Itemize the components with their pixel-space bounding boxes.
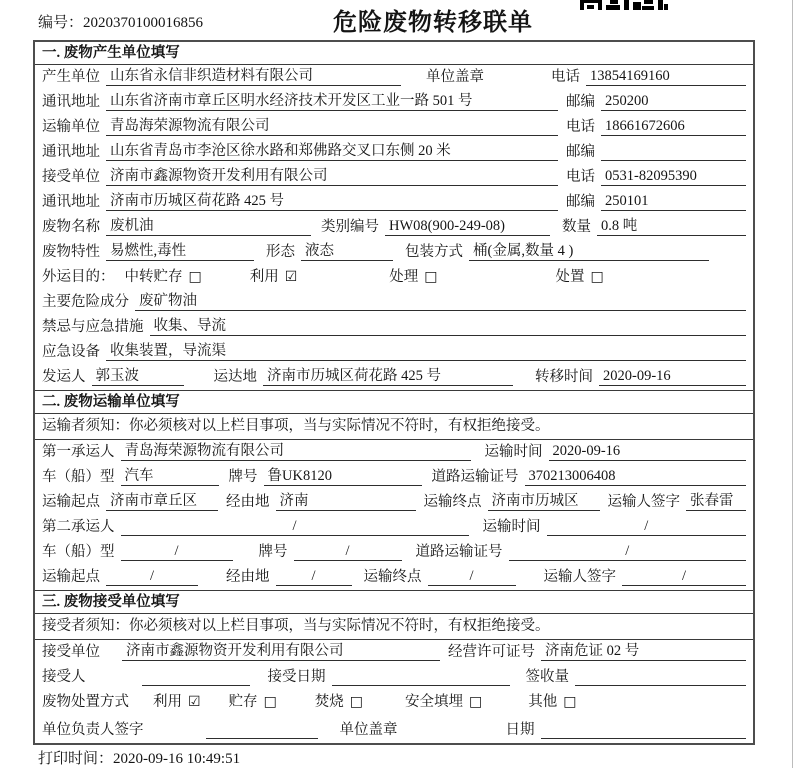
option-label: 利用 — [153, 694, 182, 710]
phone-label: 电话 — [551, 69, 580, 85]
address-label: 通讯地址 — [42, 144, 100, 160]
row-receiver — [35, 165, 753, 190]
option-label: 中转贮存 — [124, 269, 183, 285]
transport-time1-value: 2020-09-16 — [549, 443, 747, 461]
quantity-value: 0.8 吨 — [597, 214, 746, 236]
section2-notice: 运输者须知：你必须核对以上栏目事项，当与实际情况不符时，有权拒绝接受。 — [35, 414, 753, 440]
category-code-label: 类别编号 — [321, 219, 379, 235]
disposal-option-utilize — [153, 690, 201, 711]
checkbox-checked-icon: ☑ — [284, 269, 298, 285]
vehicle-type2-value: / — [121, 543, 233, 561]
carrier-sign-label: 运输人签字 — [543, 569, 616, 585]
accept-unit-value: 济南市鑫源物资开发利用有限公司 — [122, 639, 440, 661]
row-producer — [35, 65, 753, 90]
hazard-component-label: 主要危险成分 — [42, 294, 129, 310]
zip-label: 邮编 — [566, 194, 595, 210]
road-permit-label: 道路运输证号 — [431, 469, 519, 485]
endpoint-label: 运输终点 — [423, 494, 482, 510]
carrier-sign1-value: 张春雷 — [686, 489, 746, 511]
manager-sign-value — [206, 722, 318, 739]
vehicle-type1-value: 汽车 — [121, 464, 219, 486]
carrier2-label: 第二承运人 — [42, 519, 115, 535]
checkbox-unchecked-icon: □ — [424, 269, 438, 285]
row-emergency-measures — [35, 315, 753, 340]
producer-phone-value: 13854169160 — [586, 68, 746, 86]
row-vehicle2 — [35, 540, 753, 565]
transport-time-label: 运输时间 — [484, 444, 543, 460]
waste-property-value: 易燃性,毒性 — [106, 239, 254, 261]
section3-header: 三. 废物接受单位填写 — [35, 590, 753, 614]
transfer-time-label: 转移时间 — [535, 369, 593, 385]
row-transfer-purpose — [35, 265, 753, 290]
acceptor-value — [142, 669, 250, 686]
checkbox-unchecked-icon: □ — [263, 694, 277, 710]
carrier-sign2-value: / — [622, 568, 746, 586]
print-time-label: 打印时间： — [38, 751, 114, 767]
quantity-label: 数量 — [562, 219, 591, 235]
row-hazard-component — [35, 290, 753, 315]
purpose-label: 外运目的： — [42, 269, 115, 285]
row-receiver-address — [35, 190, 753, 215]
hazard-component-value: 废矿物油 — [135, 289, 746, 311]
checkbox-unchecked-icon: □ — [563, 694, 577, 710]
phone-label: 电话 — [566, 169, 595, 185]
phone-label: 电话 — [566, 119, 595, 135]
waste-property-label: 废物特性 — [42, 244, 100, 260]
option-label: 利用 — [249, 269, 279, 285]
origin-label: 运输起点 — [42, 494, 100, 510]
transporter-unit-label: 运输单位 — [42, 119, 100, 135]
producer-address-value: 山东省济南市章丘区明水经济技术开发区工业一路 501 号 — [106, 89, 558, 111]
row-transporter — [35, 115, 753, 140]
purpose-option-treat — [389, 265, 437, 286]
serial-label: 编号： — [38, 15, 84, 31]
plate1-value: 鲁UK8120 — [264, 464, 422, 486]
zip-label: 邮编 — [566, 144, 595, 160]
disposal-option-other — [528, 690, 576, 711]
transport-time-label: 运输时间 — [482, 519, 541, 535]
section1-header: 一. 废物产生单位填写 — [35, 42, 753, 65]
emergency-measures-label: 禁忌与应急措施 — [42, 319, 144, 335]
address-label: 通讯地址 — [42, 94, 100, 110]
via-label: 经由地 — [226, 494, 270, 510]
checkbox-checked-icon: ☑ — [188, 694, 201, 710]
license-label: 经营许可证号 — [448, 644, 535, 660]
row-carrier2 — [35, 515, 753, 540]
receiver-address-value: 济南市历城区荷花路 425 号 — [106, 189, 558, 211]
waste-name-value: 废机油 — [106, 214, 311, 236]
serial-value: 2020370100016856 — [83, 15, 204, 31]
row-manager-sign — [35, 715, 753, 743]
license-value: 济南危证 02 号 — [541, 639, 746, 661]
row-route2 — [35, 565, 753, 590]
print-time-line — [38, 747, 240, 768]
row-emergency-equipment — [35, 340, 753, 365]
row-vehicle1 — [35, 465, 753, 490]
option-label: 处置 — [555, 269, 585, 285]
disposal-option-incinerate — [315, 690, 363, 711]
emergency-measures-value: 收集、导流 — [150, 314, 747, 336]
road-permit1-value: 370213006408 — [525, 468, 747, 486]
transport-time2-value: / — [547, 518, 747, 536]
transporter-address-value: 山东省青岛市李沧区徐水路和郑佛路交叉口东侧 20 米 — [106, 139, 558, 161]
serial-number-line — [38, 11, 203, 32]
form-state-value: 液态 — [301, 239, 393, 261]
row-consignor — [35, 365, 753, 390]
emergency-equipment-value: 收集装置，导流渠 — [106, 339, 746, 361]
address-label: 通讯地址 — [42, 194, 100, 210]
manager-sign-label: 单位负责人签字 — [42, 722, 144, 738]
received-qty-value — [575, 669, 746, 686]
carrier1-label: 第一承运人 — [42, 444, 115, 460]
received-qty-label: 签收量 — [525, 669, 569, 685]
purpose-option-dispose — [556, 265, 604, 286]
consignor-label: 发运人 — [42, 369, 86, 385]
vehicle-type-label: 车（船）型 — [42, 544, 115, 560]
purpose-option-utilize — [250, 265, 298, 286]
qr-code-fragment — [578, 0, 668, 10]
date-value — [541, 722, 747, 739]
accept-unit-label: 接受单位 — [42, 644, 100, 660]
section2-header: 二. 废物运输单位填写 — [35, 390, 753, 414]
disposal-method-label: 废物处置方式 — [42, 694, 129, 710]
via1-value: 济南 — [276, 489, 416, 511]
accept-date-value — [332, 669, 510, 686]
manifest-form-table — [33, 40, 755, 745]
option-label: 其他 — [528, 694, 558, 710]
print-time-value: 2020-09-16 10:49:51 — [113, 751, 241, 767]
option-label: 处理 — [389, 269, 419, 285]
unit-seal-label: 单位盖章 — [426, 69, 484, 85]
purpose-option-storage — [125, 265, 202, 286]
road-permit2-value: / — [509, 543, 747, 561]
destination-value: 济南市历城区荷花路 425 号 — [263, 364, 513, 386]
disposal-option-store — [229, 690, 277, 711]
checkbox-unchecked-icon: □ — [188, 269, 202, 285]
row-producer-address — [35, 90, 753, 115]
receiver-phone-value: 0531-82095390 — [601, 168, 746, 186]
row-carrier1 — [35, 440, 753, 465]
receiver-unit-value: 济南市鑫源物资开发利用有限公司 — [106, 164, 558, 186]
unit-seal-label: 单位盖章 — [339, 722, 398, 738]
endpoint2-value: / — [428, 568, 516, 586]
checkbox-unchecked-icon: □ — [349, 694, 364, 710]
via-label: 经由地 — [226, 569, 270, 585]
row-disposal-method — [35, 690, 753, 715]
origin1-value: 济南市章丘区 — [106, 489, 218, 511]
option-label: 安全填埋 — [405, 694, 464, 710]
plate-label: 牌号 — [228, 469, 258, 485]
page-right-edge — [792, 0, 793, 768]
page-title: 危险废物转移联单 — [333, 10, 533, 36]
checkbox-unchecked-icon: □ — [469, 694, 483, 710]
producer-unit-label: 产生单位 — [42, 69, 100, 85]
carrier-sign-label: 运输人签字 — [607, 494, 680, 510]
consignor-value: 郭玉波 — [92, 364, 184, 386]
transporter-zip-value — [601, 144, 746, 161]
transporter-phone-value: 18661672606 — [601, 118, 746, 136]
plate2-value: / — [294, 543, 402, 561]
emergency-equipment-label: 应急设备 — [42, 344, 100, 360]
row-waste-property — [35, 240, 753, 265]
option-label: 焚烧 — [314, 694, 344, 710]
vehicle-type-label: 车（船）型 — [42, 469, 115, 485]
packing-label: 包装方式 — [405, 244, 463, 260]
row-transporter-address — [35, 140, 753, 165]
zip-label: 邮编 — [566, 94, 595, 110]
plate-label: 牌号 — [258, 544, 288, 560]
option-label: 贮存 — [228, 694, 258, 710]
origin-label: 运输起点 — [42, 569, 100, 585]
category-code-value: HW08(900-249-08) — [385, 218, 550, 236]
transporter-unit-value: 青岛海荣源物流有限公司 — [106, 114, 558, 136]
row-route1 — [35, 490, 753, 515]
receiver-zip-value: 250101 — [601, 193, 746, 211]
checkbox-unchecked-icon: □ — [590, 269, 604, 285]
row-accept-unit — [35, 640, 753, 665]
receiver-unit-label: 接受单位 — [42, 169, 100, 185]
form-state-label: 形态 — [266, 244, 295, 260]
producer-unit-value: 山东省永信非织造材料有限公司 — [106, 64, 401, 86]
row-waste-name — [35, 215, 753, 240]
destination-label: 运达地 — [213, 369, 257, 385]
disposal-option-landfill — [405, 690, 482, 711]
via2-value: / — [276, 568, 352, 586]
date-label: 日期 — [505, 722, 535, 738]
carrier1-value: 青岛海荣源物流有限公司 — [121, 439, 471, 461]
carrier2-value: / — [121, 518, 469, 536]
acceptor-label: 接受人 — [42, 669, 86, 685]
row-acceptor — [35, 665, 753, 690]
endpoint1-value: 济南市历城区 — [488, 489, 600, 511]
accept-date-label: 接受日期 — [267, 669, 326, 685]
packing-value: 桶(金属,数量 4 ) — [469, 239, 709, 261]
transfer-time-value: 2020-09-16 — [599, 368, 746, 386]
endpoint-label: 运输终点 — [363, 569, 422, 585]
producer-zip-value: 250200 — [601, 93, 746, 111]
section3-notice: 接受者须知：你必须核对以上栏目事项，当与实际情况不符时，有权拒绝接受。 — [35, 614, 753, 640]
waste-name-label: 废物名称 — [42, 219, 100, 235]
road-permit-label: 道路运输证号 — [415, 544, 503, 560]
origin2-value: / — [106, 568, 198, 586]
